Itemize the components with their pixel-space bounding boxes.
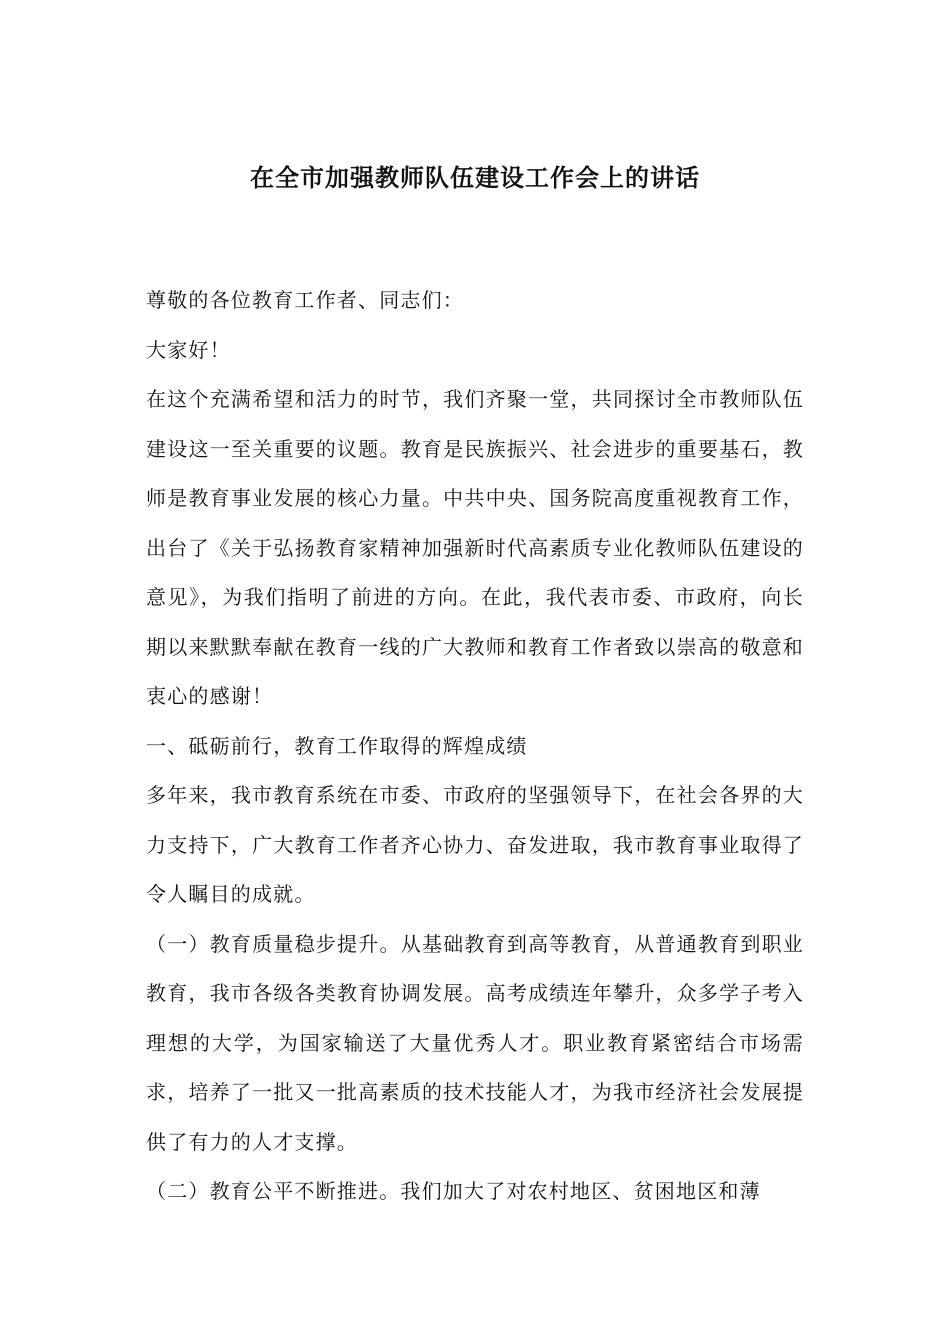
section-heading-1: 一、砥砺前行，教育工作取得的辉煌成绩 bbox=[146, 733, 528, 758]
paragraph-intro: 在这个充满希望和活力的时节，我们齐聚一堂，共同探讨全市教师队伍建设这一至关重要的议题。教育是民族振兴、社会进步的重要基石，教师是教育事业发展的核心力量。中共中央、国务院高度重视教育工作，出台了《关于弘扬教育家精神加强新时代高素质专业化教师队伍建设的意见》，为我们指明了前进的方向。在此，我代表市委、市政府，向长期以来默默奉献在教育一线的广大教师和教育工作者致以崇高的敬意和衷心的感谢！ bbox=[146, 387, 804, 708]
paragraph-quality: （一）教育质量稳步提升。从基础教育到高等教育，从普通教育到职业教育，我市各级各类教育协调发展。高考成绩连年攀升，众多学子考入理想的大学，为国家输送了大量优秀人才。职业教育紧密结合市场需求，培养了一批又一批高素质的技术技能人才，为我市经济社会发展提供了有力的人才支撑。 bbox=[146, 931, 804, 1154]
document-title: 在全市加强教师队伍建设工作会上的讲话 bbox=[250, 163, 700, 192]
document-body bbox=[146, 276, 804, 1217]
paragraph-equity: （二）教育公平不断推进。我们加大了对农村地区、贫困地区和薄 bbox=[146, 1179, 761, 1203]
greeting: 大家好！ bbox=[146, 337, 231, 362]
salutation: 尊敬的各位教育工作者、同志们： bbox=[146, 288, 464, 312]
paragraph-achievements: 多年来，我市教育系统在市委、市政府的坚强领导下，在社会各界的大力支持下，广大教育工作者齐心协力、奋发进取，我市教育事业取得了令人瞩目的成就。 bbox=[146, 783, 804, 906]
